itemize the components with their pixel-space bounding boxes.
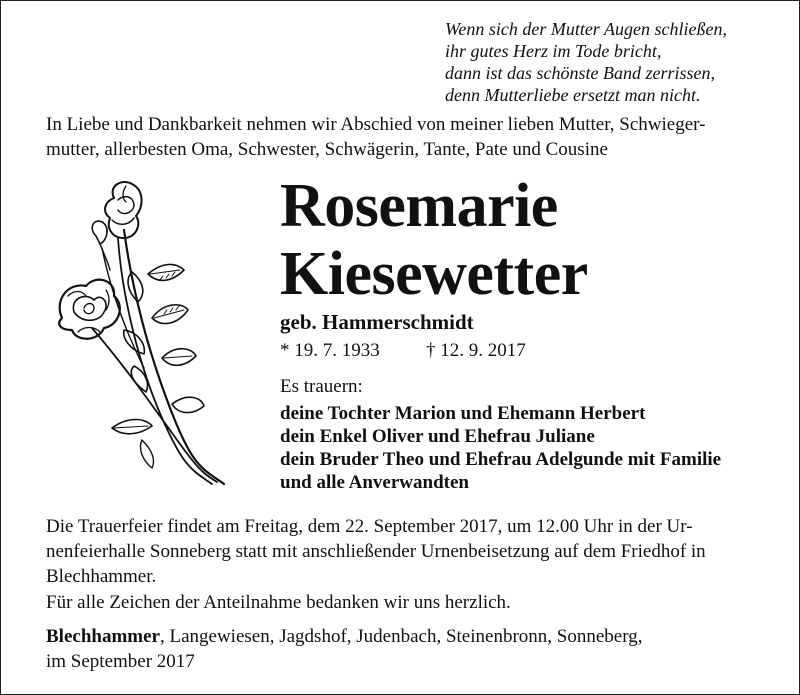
ceremony-text (46, 514, 758, 589)
mourners-label: Es trauern: (280, 376, 363, 397)
first-name: Rosemarie (280, 172, 558, 240)
death-date: † 12. 9. 2017 (426, 340, 526, 361)
mourner-line: dein Bruder Theo und Ehefrau Adelgunde mit Familie (280, 449, 722, 470)
place-line (46, 624, 642, 649)
poem-verse (445, 18, 727, 106)
deceased-name (280, 172, 588, 308)
last-name: Kiesewetter (280, 240, 588, 308)
mourner-line: dein Enkel Oliver und Ehefrau Juliane (280, 426, 595, 447)
place-town: Blechhammer (46, 626, 160, 647)
birth-date: * 19. 7. 1933 (280, 340, 380, 361)
poem-line: ihr gutes Herz im Tode bricht, (445, 41, 662, 61)
ceremony-line: Blechhammer. (46, 566, 157, 587)
ceremony-line: Die Trauerfeier findet am Freitag, dem 22. September 2017, um 12.00 Uhr in der Ur- (46, 516, 693, 537)
maiden-name: geb. Hammerschmidt (280, 310, 474, 334)
thanks-text: Für alle Zeichen der Anteilnahme bedanken wir uns herzlich. (46, 592, 511, 613)
rose-icon (52, 178, 234, 490)
notice-date: im September 2017 (46, 651, 195, 672)
intro-line: mutter, allerbesten Oma, Schwester, Schwägerin, Tante, Pate und Cousine (46, 139, 608, 160)
place-others: , Langewiesen, Jagdshof, Judenbach, Steinenbronn, Sonneberg, (159, 626, 643, 647)
mourner-line: und alle Anverwandten (280, 472, 469, 493)
life-dates (280, 340, 526, 362)
poem-line: dann ist das schönste Band zerrissen, (445, 63, 715, 83)
place-and-date (46, 624, 642, 674)
intro-line: In Liebe und Dankbarkeit nehmen wir Abschied von meiner lieben Mutter, Schwieger- (46, 114, 706, 135)
poem-line: denn Mutterliebe ersetzt man nicht. (445, 85, 701, 105)
mourners-list (280, 402, 721, 494)
ceremony-line: nenfeierhalle Sonneberg statt mit anschließender Urnenbeisetzung auf dem Friedhof in (46, 541, 706, 562)
mourner-line: deine Tochter Marion und Ehemann Herbert (280, 403, 646, 424)
poem-line: Wenn sich der Mutter Augen schließen, (445, 19, 727, 39)
intro-text (46, 112, 758, 162)
